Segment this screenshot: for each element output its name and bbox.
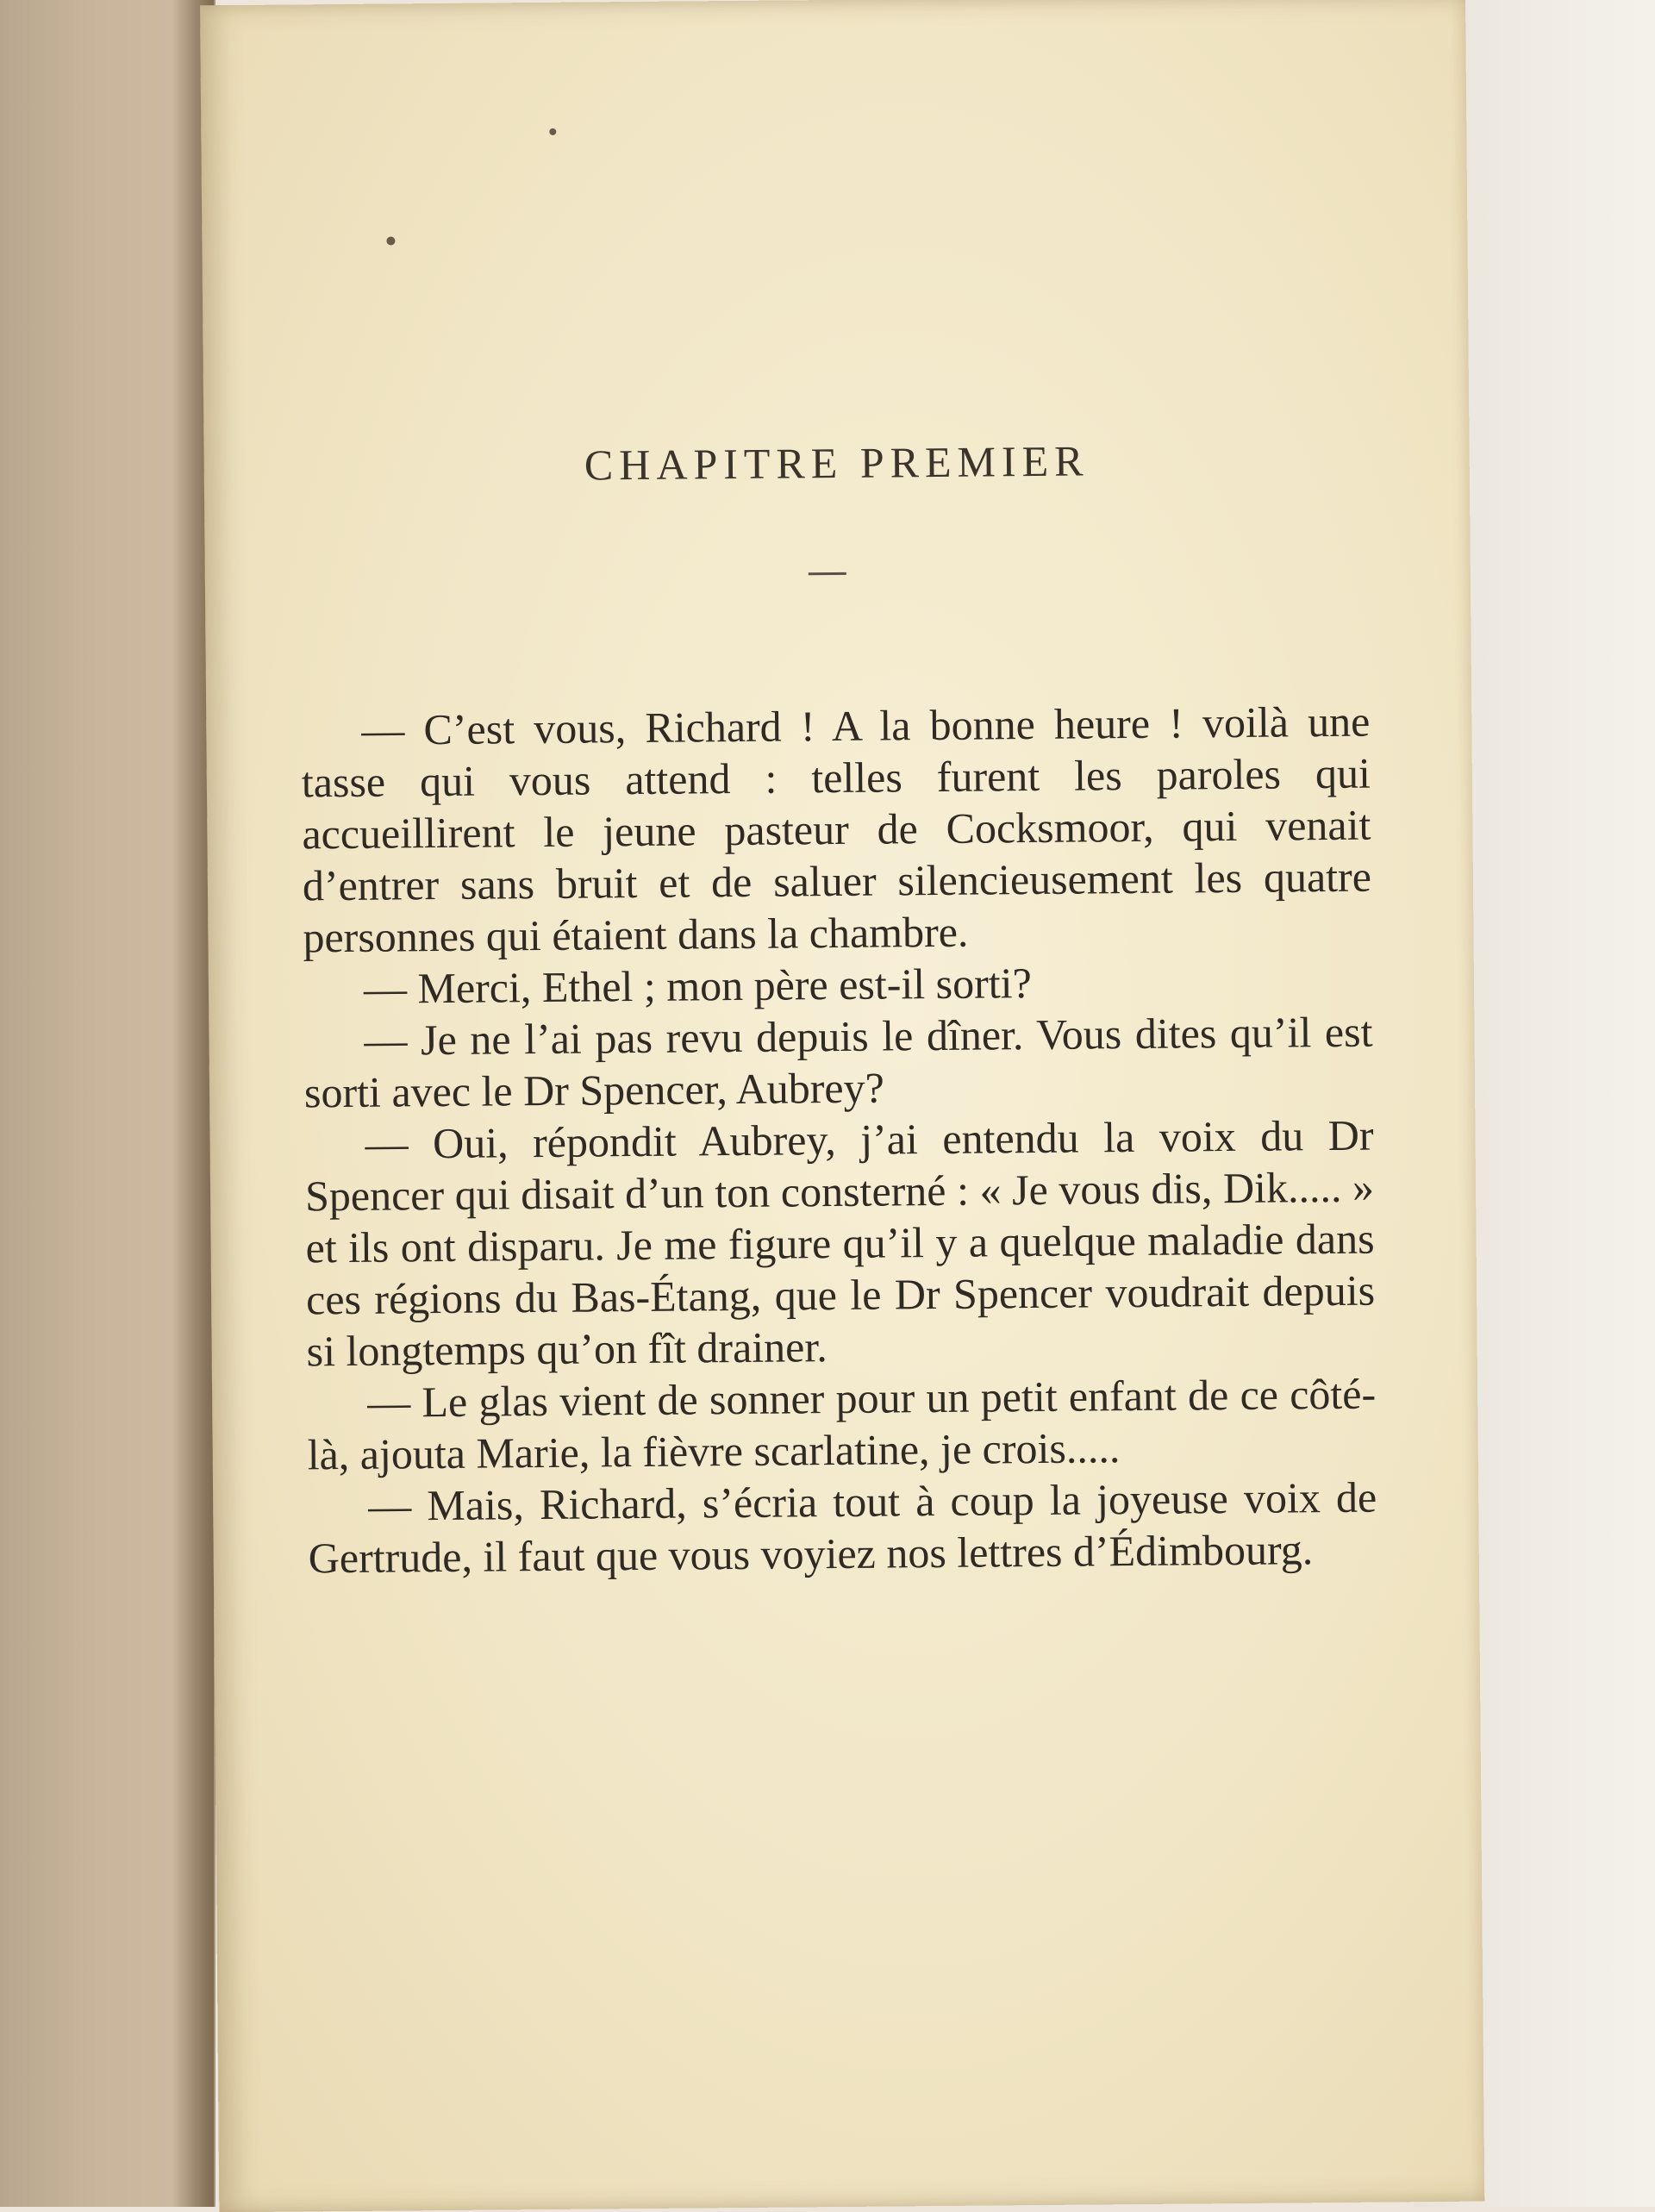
paragraph: — Le glas vient de sonner pour un petit enfant de ce côté-là, ajouta Marie, la fièvre scarlatine, je crois..... (307, 1369, 1377, 1479)
paper-speck (386, 236, 395, 245)
paragraph: — C’est vous, Richard ! A la bonne heure ! voilà une tasse qui vous attend : telles furent les paroles qui accueillirent le jeune pasteur de Cocksmoor, qui venait d’entrer sans bruit et de saluer silencieusement les quatre personnes qui étaient dans la chambre. (301, 697, 1372, 962)
paragraph: — Je ne l’ai pas revu depuis le dîner. Vous dites qu’il est sorti avec le Dr Spencer, Aubrey? (303, 1007, 1373, 1117)
paragraph: — Oui, répondit Aubrey, j’ai entendu la voix du Dr Spencer qui disait d’un ton consterné : « Je vous dis, Dik..... » et ils ont disparu. Je me figure qu’il y a quelque maladie dans ces régions du Bas-Étang, que le Dr Spencer voudrait depuis si longtemps qu’on fît drainer. (304, 1110, 1376, 1376)
paragraph: — Merci, Ethel ; mon père est-il sorti? (363, 959, 1032, 1013)
chapter-text (301, 696, 1377, 1584)
chapter-rule (809, 572, 846, 575)
chapter-title: CHAPITRE PREMIER (584, 435, 1090, 490)
paragraph: — Mais, Richard, s’écria tout à coup la joyeuse voix de Gertrude, il faut que vous voyiez nos lettres d’Édimbourg. (308, 1472, 1377, 1583)
paper-speck (549, 128, 556, 135)
book-page (200, 0, 1484, 2212)
